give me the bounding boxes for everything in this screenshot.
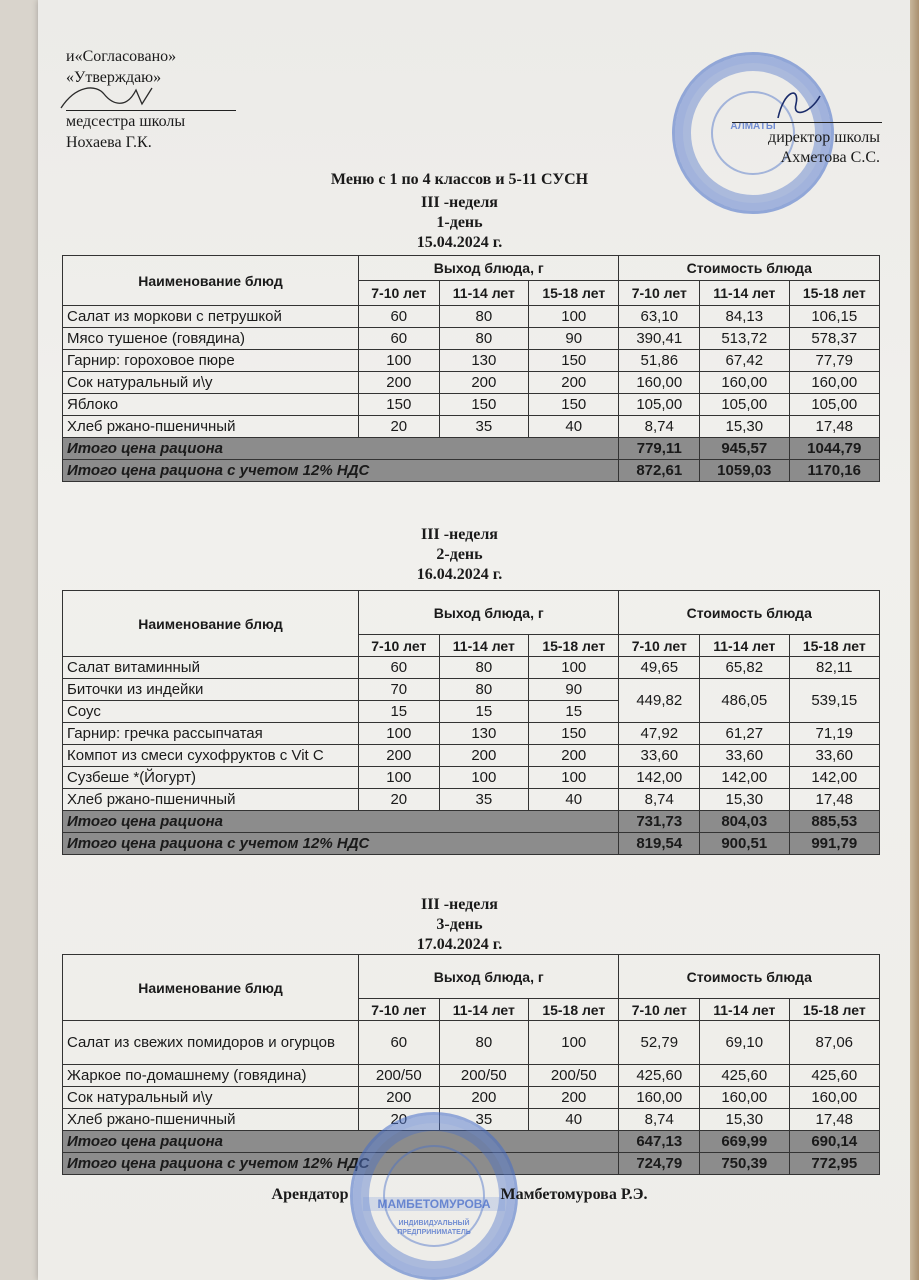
yield-cell: 100: [359, 723, 440, 745]
yield-cell: 60: [359, 328, 440, 350]
yield-cell: 70: [359, 679, 440, 701]
cost-cell: 87,06: [789, 1021, 879, 1065]
total-vat-row: [63, 833, 880, 855]
header-age: 11-14 лет: [439, 999, 528, 1021]
cost-cell: 142,00: [789, 767, 879, 789]
header-age: 7-10 лет: [619, 999, 700, 1021]
dish-name: Соус: [63, 701, 359, 723]
yield-cell: 200: [359, 745, 440, 767]
yield-cell: 60: [359, 657, 440, 679]
yield-cell: 80: [439, 1021, 528, 1065]
dish-name: Сок натуральный и\у: [63, 1087, 359, 1109]
yield-cell: 200: [359, 1087, 440, 1109]
cost-cell: 15,30: [700, 416, 789, 438]
yield-cell: 100: [359, 767, 440, 789]
total-vat-cost: 1059,03: [700, 460, 789, 482]
cost-cell: 77,79: [789, 350, 879, 372]
cost-cell: 63,10: [619, 306, 700, 328]
cost-cell: 160,00: [619, 1087, 700, 1109]
approval-block-right: [735, 128, 880, 168]
yield-cell: 150: [529, 723, 619, 745]
header-age: 7-10 лет: [359, 999, 440, 1021]
cost-cell: 33,60: [700, 745, 789, 767]
header-age: 7-10 лет: [619, 281, 700, 306]
yield-cell: 35: [439, 416, 528, 438]
yield-cell: 100: [439, 767, 528, 789]
cost-cell: 106,15: [789, 306, 879, 328]
table-row: [63, 745, 880, 767]
tenant-label: Арендатор: [271, 1186, 349, 1203]
yield-cell: 150: [359, 394, 440, 416]
header-age: 15-18 лет: [789, 999, 879, 1021]
cost-cell: 425,60: [700, 1065, 789, 1087]
dish-name: Компот из смеси сухофруктов с Vit C: [63, 745, 359, 767]
day-1-heading: [0, 193, 919, 253]
table-row: [63, 789, 880, 811]
cost-cell: 160,00: [700, 1087, 789, 1109]
total-row: [63, 811, 880, 833]
agreed-label: и«Согласовано»: [66, 48, 177, 65]
date-label: 17.04.2024 г.: [416, 936, 503, 953]
header-cost: Стоимость блюда: [619, 955, 880, 999]
dish-name: Биточки из индейки: [63, 679, 359, 701]
cost-cell: 578,37: [789, 328, 879, 350]
yield-cell: 200: [439, 1087, 528, 1109]
yield-cell: 80: [439, 679, 528, 701]
total-label: Итого цена рациона: [63, 1131, 619, 1153]
header-cost: Стоимость блюда: [619, 256, 880, 281]
total-cost: 779,11: [619, 438, 700, 460]
yield-cell: 80: [439, 657, 528, 679]
total-cost: 945,57: [700, 438, 789, 460]
yield-cell: 80: [439, 328, 528, 350]
table-row: [63, 679, 880, 701]
cost-cell: 8,74: [619, 1109, 700, 1131]
table-row: [63, 372, 880, 394]
yield-cell: 100: [529, 767, 619, 789]
yield-cell: 90: [529, 679, 619, 701]
yield-cell: 200: [529, 372, 619, 394]
header-age: 11-14 лет: [700, 999, 789, 1021]
dish-name: Гарнир: гречка рассыпчатая: [63, 723, 359, 745]
week-label: III -неделя: [421, 526, 498, 543]
cost-cell: 47,92: [619, 723, 700, 745]
table-row: [63, 1065, 880, 1087]
yield-cell: 15: [439, 701, 528, 723]
date-label: 15.04.2024 г.: [416, 234, 503, 251]
cost-cell: 486,05: [700, 679, 789, 723]
total-label: Итого цена рациона: [63, 811, 619, 833]
header-age: 7-10 лет: [619, 635, 700, 657]
yield-cell: 60: [359, 306, 440, 328]
background-edge: [910, 0, 919, 1280]
total-vat-label: Итого цена рациона с учетом 12% НДС: [63, 1153, 619, 1175]
cost-cell: 51,86: [619, 350, 700, 372]
cost-cell: 425,60: [619, 1065, 700, 1087]
header-age: 15-18 лет: [789, 635, 879, 657]
total-cost: 647,13: [619, 1131, 700, 1153]
yield-cell: 200: [529, 1087, 619, 1109]
yield-cell: 35: [439, 1109, 528, 1131]
dish-name: Хлеб ржано-пшеничный: [63, 416, 359, 438]
total-vat-cost: 900,51: [700, 833, 789, 855]
cost-cell: 105,00: [789, 394, 879, 416]
table-row: [63, 350, 880, 372]
dish-name: Мясо тушеное (говядина): [63, 328, 359, 350]
yield-cell: 40: [529, 789, 619, 811]
header-age: 15-18 лет: [529, 281, 619, 306]
header-age: 11-14 лет: [700, 281, 789, 306]
table-row: [63, 416, 880, 438]
approval-block-left: [66, 46, 236, 153]
document-title: [0, 170, 919, 190]
table-row: [63, 1021, 880, 1065]
cost-cell: 67,42: [700, 350, 789, 372]
yield-cell: 40: [529, 416, 619, 438]
yield-cell: 130: [439, 723, 528, 745]
yield-cell: 200: [439, 745, 528, 767]
yield-cell: 200: [529, 745, 619, 767]
total-vat-label: Итого цена рациона с учетом 12% НДС: [63, 460, 619, 482]
yield-cell: 100: [529, 306, 619, 328]
table-row: [63, 328, 880, 350]
header-dish-name: Наименование блюд: [63, 256, 359, 306]
week-label: III -неделя: [421, 194, 498, 211]
header-yield: Выход блюда, г: [359, 591, 619, 635]
dish-name: Яблоко: [63, 394, 359, 416]
yield-cell: 80: [439, 306, 528, 328]
total-cost: 804,03: [700, 811, 789, 833]
total-vat-label: Итого цена рациона с учетом 12% НДС: [63, 833, 619, 855]
day-label: 2-день: [436, 546, 483, 563]
cost-cell: 82,11: [789, 657, 879, 679]
cost-cell: 449,82: [619, 679, 700, 723]
table-row: [63, 306, 880, 328]
yield-cell: 100: [359, 350, 440, 372]
cost-cell: 61,27: [700, 723, 789, 745]
cost-cell: 15,30: [700, 789, 789, 811]
dish-name: Сок натуральный и\у: [63, 372, 359, 394]
yield-cell: 200: [359, 372, 440, 394]
nurse-name: Нохаева Г.К.: [66, 134, 152, 151]
cost-cell: 15,30: [700, 1109, 789, 1131]
menu-title: Меню с 1 по 4 классов и 5-11 СУСН: [330, 171, 589, 188]
cost-cell: 160,00: [700, 372, 789, 394]
table-row: [63, 723, 880, 745]
header-yield: Выход блюда, г: [359, 955, 619, 999]
total-row: [63, 438, 880, 460]
total-cost: 731,73: [619, 811, 700, 833]
yield-cell: 130: [439, 350, 528, 372]
cost-cell: 105,00: [619, 394, 700, 416]
cost-cell: 513,72: [700, 328, 789, 350]
day-label: 3-день: [436, 916, 483, 933]
stamp-text-bottom-sub: ИНДИВИДУАЛЬНЫЙ ПРЕДПРИНИМАТЕЛЬ: [397, 1220, 471, 1236]
footer-signature: [0, 1186, 919, 1204]
cost-cell: 71,19: [789, 723, 879, 745]
yield-cell: 90: [529, 328, 619, 350]
total-cost: 885,53: [789, 811, 879, 833]
dish-name: Хлеб ржано-пшеничный: [63, 789, 359, 811]
cost-cell: 8,74: [619, 789, 700, 811]
day-label: 1-день: [436, 214, 483, 231]
day-2-heading: [0, 525, 919, 585]
cost-cell: 160,00: [789, 372, 879, 394]
table-row: [63, 657, 880, 679]
cost-cell: 390,41: [619, 328, 700, 350]
total-vat-row: [63, 460, 880, 482]
cost-cell: 142,00: [619, 767, 700, 789]
stamp-text-top: АЛМАТЫ: [730, 121, 776, 132]
total-vat-cost: 1170,16: [789, 460, 879, 482]
table-row: [63, 767, 880, 789]
header-dish-name: Наименование блюд: [63, 955, 359, 1021]
cost-cell: 33,60: [789, 745, 879, 767]
yield-cell: 150: [529, 350, 619, 372]
date-label: 16.04.2024 г.: [416, 566, 503, 583]
header-age: 11-14 лет: [439, 281, 528, 306]
table-row: [63, 394, 880, 416]
yield-cell: 100: [529, 1021, 619, 1065]
cost-cell: 69,10: [700, 1021, 789, 1065]
dish-name: Салат из свежих помидоров и огурцов: [63, 1021, 359, 1065]
dish-name: Сузбеше *(Йогурт): [63, 767, 359, 789]
header-age: 15-18 лет: [789, 281, 879, 306]
cost-cell: 539,15: [789, 679, 879, 723]
total-cost: 690,14: [789, 1131, 879, 1153]
cost-cell: 160,00: [789, 1087, 879, 1109]
yield-cell: 35: [439, 789, 528, 811]
signature-line-left: [66, 88, 236, 111]
stamp-text-bottom: МАМБЕТОМУРОВА: [363, 1197, 505, 1211]
yield-cell: 200/50: [529, 1065, 619, 1087]
total-vat-cost: 772,95: [789, 1153, 879, 1175]
dish-name: Жаркое по-домашнему (говядина): [63, 1065, 359, 1087]
day-3-heading: [0, 895, 919, 955]
nurse-role: медсестра школы: [66, 113, 186, 130]
cost-cell: 52,79: [619, 1021, 700, 1065]
total-vat-cost: 991,79: [789, 833, 879, 855]
total-label: Итого цена рациона: [63, 438, 619, 460]
cost-cell: 17,48: [789, 789, 879, 811]
yield-cell: 20: [359, 1109, 440, 1131]
header-age: 7-10 лет: [359, 635, 440, 657]
signature-right-icon: [770, 84, 830, 124]
cost-cell: 8,74: [619, 416, 700, 438]
yield-cell: 20: [359, 789, 440, 811]
cost-cell: 425,60: [789, 1065, 879, 1087]
header-age: 7-10 лет: [359, 281, 440, 306]
header-age: 11-14 лет: [439, 635, 528, 657]
yield-cell: 200/50: [439, 1065, 528, 1087]
yield-cell: 15: [359, 701, 440, 723]
header-age: 15-18 лет: [529, 635, 619, 657]
cost-cell: 17,48: [789, 1109, 879, 1131]
tenant-name: Мамбетомурова Р.Э.: [500, 1186, 648, 1203]
signature-left-icon: [56, 80, 176, 114]
header-age: 15-18 лет: [529, 999, 619, 1021]
cost-cell: 17,48: [789, 416, 879, 438]
cost-cell: 84,13: [700, 306, 789, 328]
cost-cell: 142,00: [700, 767, 789, 789]
yield-cell: 200: [439, 372, 528, 394]
yield-cell: 150: [439, 394, 528, 416]
dish-name: Гарнир: гороховое пюре: [63, 350, 359, 372]
yield-cell: 60: [359, 1021, 440, 1065]
total-vat-cost: 750,39: [700, 1153, 789, 1175]
yield-cell: 20: [359, 416, 440, 438]
week-label: III -неделя: [421, 896, 498, 913]
yield-cell: 100: [529, 657, 619, 679]
header-cost: Стоимость блюда: [619, 591, 880, 635]
yield-cell: 15: [529, 701, 619, 723]
menu-table-day-2: [62, 590, 880, 855]
header-age: 11-14 лет: [700, 635, 789, 657]
cost-cell: 33,60: [619, 745, 700, 767]
dish-name: Салат из моркови с петрушкой: [63, 306, 359, 328]
dish-name: Хлеб ржано-пшеничный: [63, 1109, 359, 1131]
total-vat-cost: 872,61: [619, 460, 700, 482]
menu-table-day-1: [62, 255, 880, 482]
total-vat-cost: 819,54: [619, 833, 700, 855]
cost-cell: 49,65: [619, 657, 700, 679]
director-name: Ахметова С.С.: [780, 149, 880, 166]
cost-cell: 65,82: [700, 657, 789, 679]
yield-cell: 40: [529, 1109, 619, 1131]
approve-label: «Утверждаю»: [66, 69, 162, 86]
header-yield: Выход блюда, г: [359, 256, 619, 281]
table-row: [63, 1087, 880, 1109]
total-vat-cost: 724,79: [619, 1153, 700, 1175]
cost-cell: 160,00: [619, 372, 700, 394]
director-role: директор школы: [768, 129, 880, 146]
yield-cell: 150: [529, 394, 619, 416]
cost-cell: 105,00: [700, 394, 789, 416]
yield-cell: 200/50: [359, 1065, 440, 1087]
header-dish-name: Наименование блюд: [63, 591, 359, 657]
total-cost: 1044,79: [789, 438, 879, 460]
dish-name: Салат витаминный: [63, 657, 359, 679]
total-cost: 669,99: [700, 1131, 789, 1153]
